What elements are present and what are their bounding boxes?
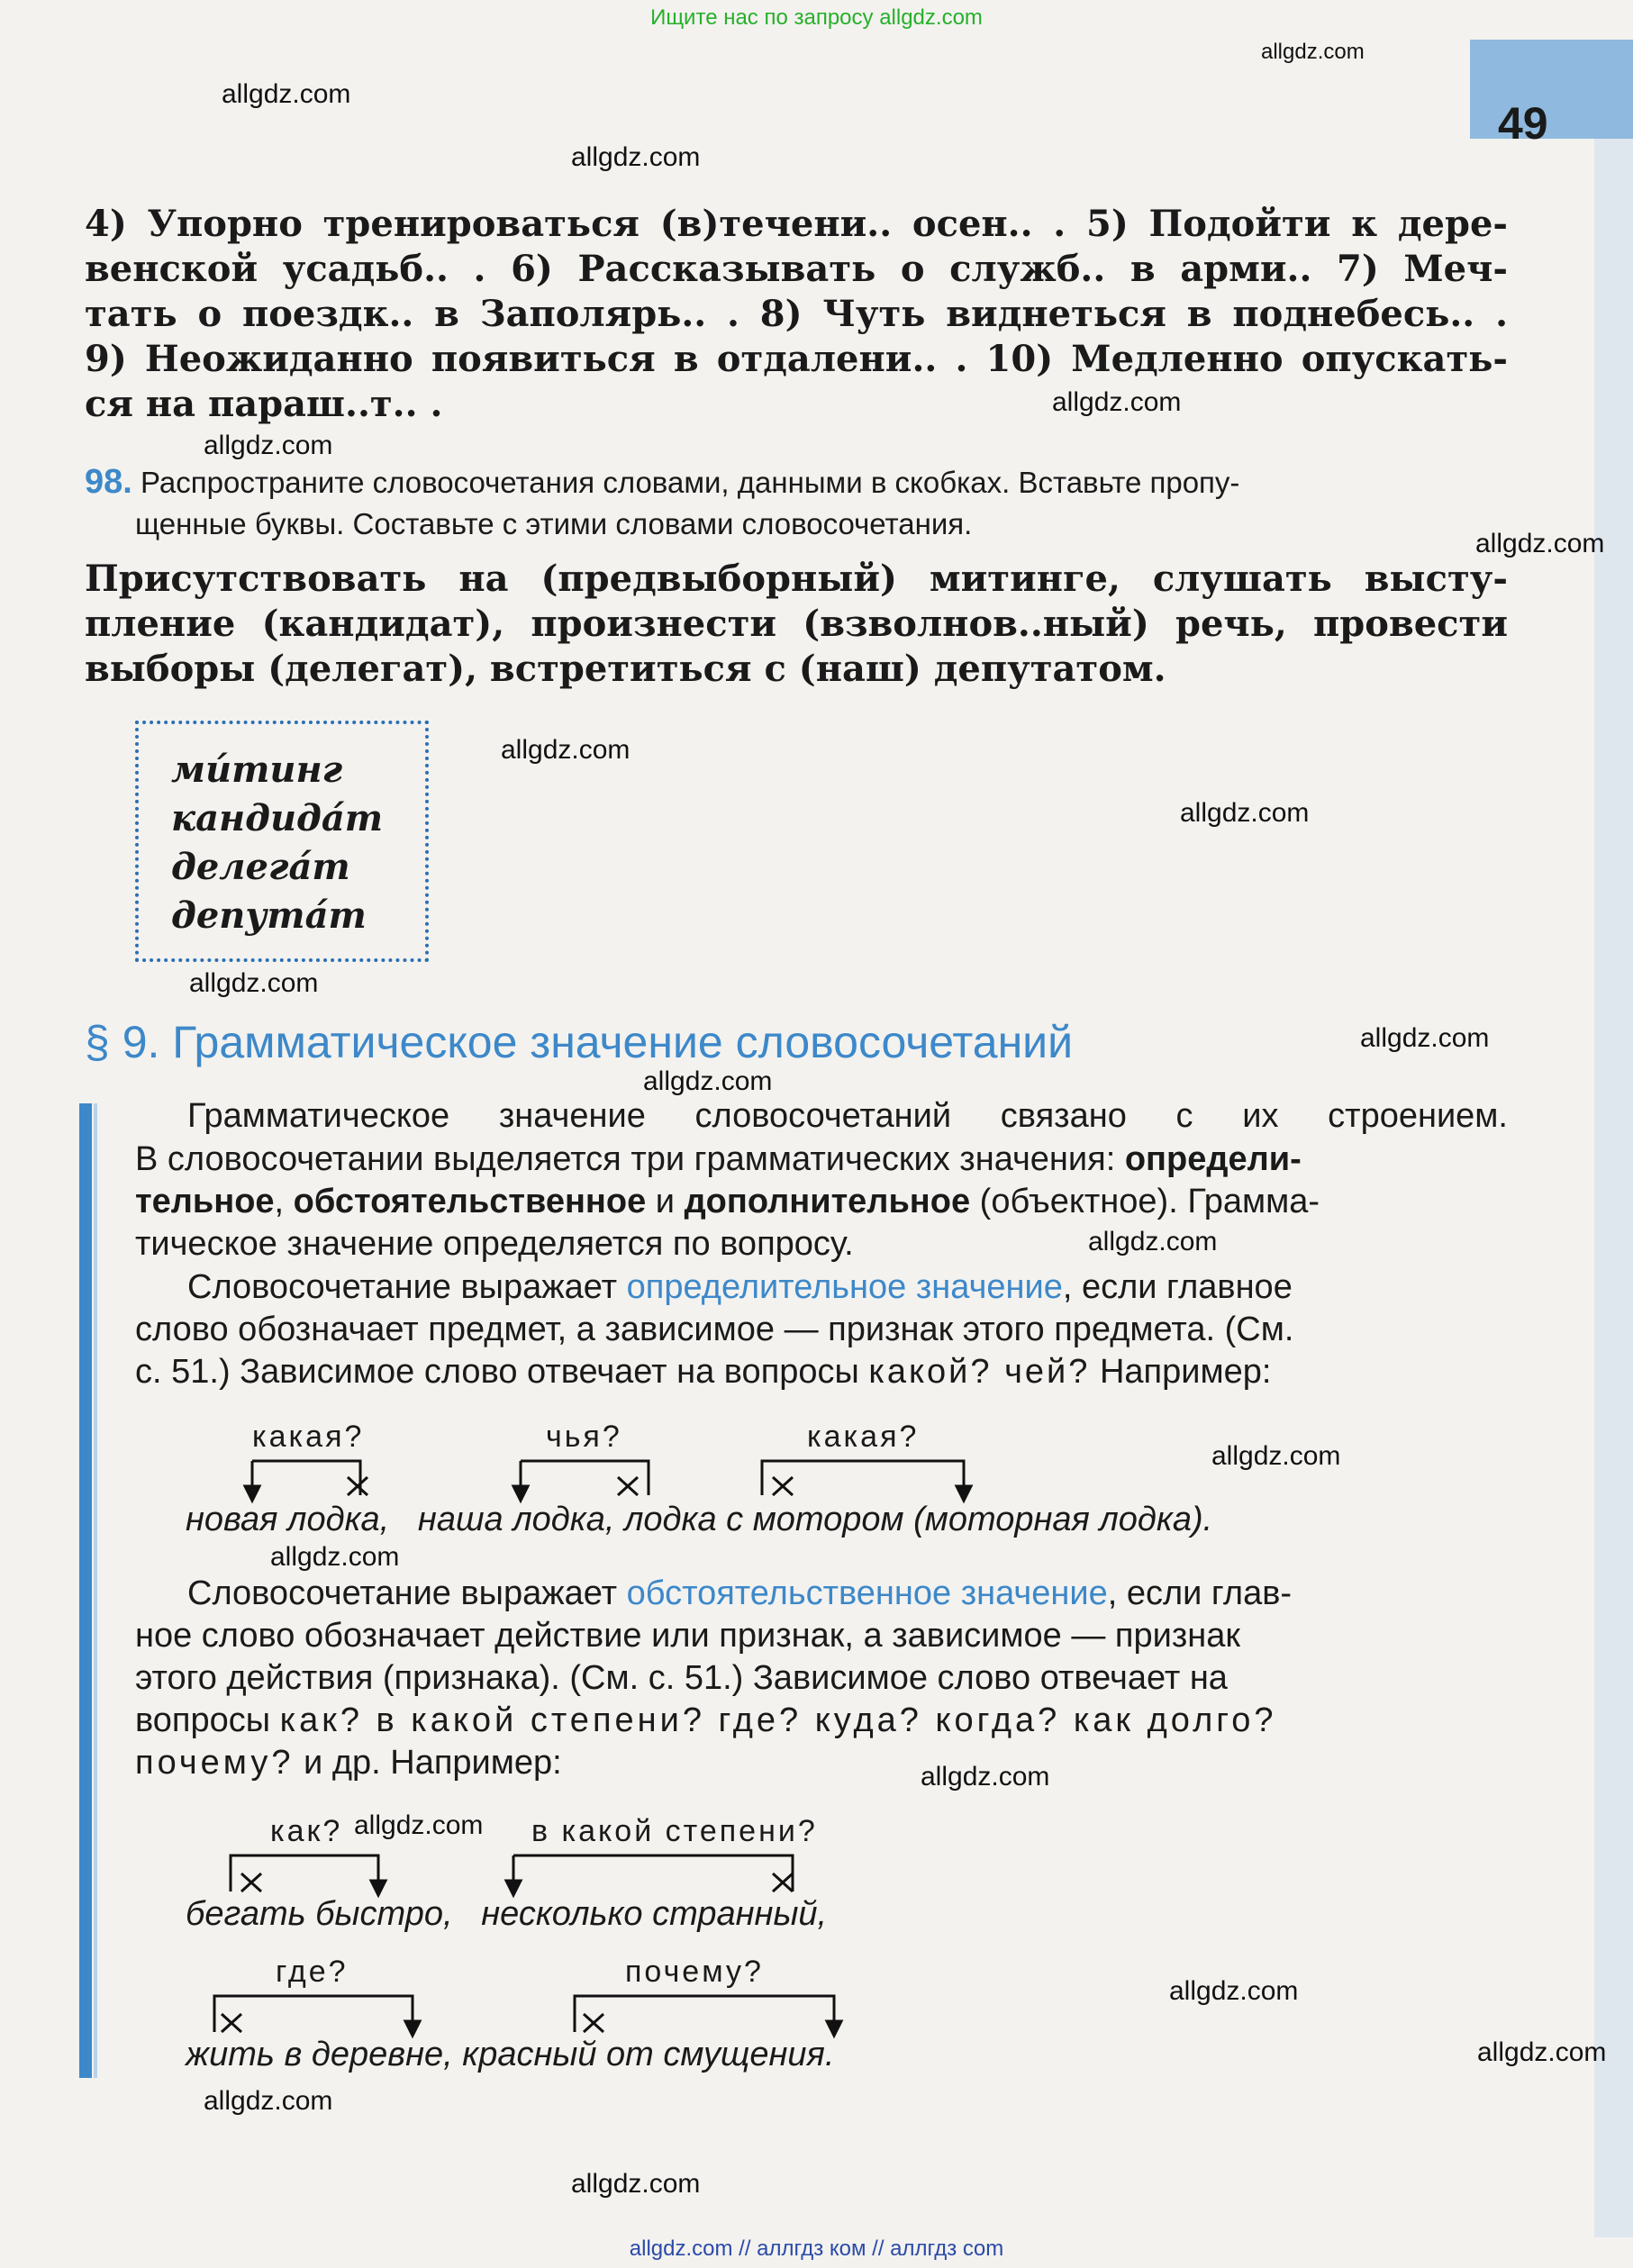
watermark: allgdz.com — [354, 1810, 484, 1840]
dictionary-word: кандида́т — [171, 797, 384, 839]
theory-line: почему? и др. Например: — [135, 1744, 562, 1782]
question-label: где? — [276, 1955, 349, 1989]
page-number: 49 — [1498, 98, 1548, 149]
scheme-our-boat — [513, 1461, 649, 1501]
exercise-number: 98. — [85, 463, 132, 501]
question-label: чья? — [546, 1420, 622, 1454]
exercise-line: 4) Упорно тренироваться (в)течени.. осен.. . 5) Подойти к дере- — [85, 203, 1508, 245]
theory-line: слово обозначает предмет, а зависимое — признак этого предмета. (См. — [135, 1311, 1294, 1348]
dictionary-word: ми́тинг — [171, 748, 343, 791]
scheme-motor-boat — [762, 1461, 971, 1501]
watermark: allgdz.com — [222, 79, 351, 109]
scheme-live-village — [214, 1996, 420, 2036]
watermark: allgdz.com — [1475, 529, 1605, 558]
dictionary-word: делега́т — [171, 846, 350, 888]
theory-line: В словосочетании выделяется три грамматических значения: определи- — [135, 1140, 1302, 1178]
term-attributive: определительное значение — [626, 1268, 1063, 1306]
theory-line: с. 51.) Зависимое слово отвечает на вопросы какой? чей? Например: — [135, 1353, 1272, 1391]
watermark: allgdz.com — [1052, 387, 1182, 417]
scheme-somewhat-strange — [506, 1855, 793, 1895]
watermark: allgdz.com — [643, 1066, 773, 1096]
top-banner[interactable]: Ищите нас по запросу allgdz.com — [650, 5, 983, 30]
theory-line: Словосочетание выражает обстоятельственное значение, если глав- — [187, 1574, 1293, 1612]
watermark: allgdz.com — [1211, 1441, 1341, 1471]
watermark: allgdz.com — [189, 968, 319, 998]
scheme-new-boat — [245, 1461, 367, 1501]
watermark: allgdz.com — [1088, 1227, 1218, 1256]
exercise-line: ся на параш..т.. . — [85, 383, 443, 425]
watermark: allgdz.com — [1180, 798, 1310, 828]
example-phrases: новая лодка, наша лодка, лодка с мотором (моторная лодка). — [186, 1501, 1213, 1538]
watermark: allgdz.com — [921, 1762, 1050, 1792]
watermark: allgdz.com — [501, 735, 631, 765]
watermark: allgdz.com — [204, 431, 333, 460]
instruction-text: щенные буквы. Составьте с этими словами словосочетания. — [135, 507, 973, 540]
question-label: какая? — [252, 1420, 365, 1454]
watermark: allgdz.com — [1360, 1023, 1490, 1053]
theory-line: ное слово обозначает действие или признак, а зависимое — признак — [135, 1617, 1241, 1655]
exercise-line: венской усадьб.. . 6) Рассказывать о служб.. в арми.. 7) Меч- — [85, 248, 1508, 290]
exercise-line: 9) Неожиданно появиться в отдалени.. . 10) Медленно опускать- — [85, 338, 1508, 380]
instruction-text: Распространите словосочетания словами, данными в скобках. Вставьте пропу- — [141, 466, 1240, 499]
question-label: как? — [270, 1814, 343, 1848]
scheme-run-fast — [231, 1855, 386, 1895]
question-label: почему? — [625, 1955, 764, 1989]
dictionary-word: депута́т — [171, 894, 367, 937]
watermark: allgdz.com — [1477, 2037, 1607, 2067]
theory-line: тельное, обстоятельственное и дополнительное (объектное). Грамма- — [135, 1183, 1320, 1220]
example-phrases: бегать быстро, несколько странный, — [186, 1895, 828, 1933]
watermark: allgdz.com — [204, 2086, 333, 2116]
exercise-line: пление (кандидат), произнести (взволнов..ный) речь, провести — [85, 603, 1508, 645]
section-title: § 9. Грамматическое значение словосочетаний — [85, 1017, 1074, 1067]
exercise-line: выборы (делегат), встретиться с (наш) депутатом. — [85, 648, 1166, 690]
exercise-line: тать о поездк.. в Заполярь.. . 8) Чуть виднеться в поднебесь.. . — [85, 293, 1508, 335]
theory-line: этого действия (признака). (См. с. 51.) Зависимое слово отвечает на — [135, 1659, 1228, 1697]
question-label: в какой степени? — [531, 1814, 818, 1848]
watermark: allgdz.com — [1169, 1976, 1299, 2006]
question-label: какая? — [807, 1420, 920, 1454]
watermark: allgdz.com — [270, 1542, 400, 1572]
scheme-red-embarrassed — [575, 1996, 841, 2036]
example-phrases: жить в деревне, красный от смущения. — [186, 2036, 835, 2073]
theory-line: тическое значение определяется по вопросу. — [135, 1225, 854, 1263]
watermark: allgdz.com — [571, 142, 701, 172]
term-adverbial: обстоятельственное значение — [626, 1574, 1108, 1612]
bottom-banner[interactable]: allgdz.com // аллгдз ком // аллгдз com — [629, 2236, 1004, 2261]
theory-line: вопросы как? в какой степени? где? куда? когда? как долго? — [135, 1701, 1277, 1739]
watermark: allgdz.com — [1261, 40, 1365, 64]
theory-line: Грамматическое значение словосочетаний связано с их строением. — [187, 1097, 1508, 1135]
watermark: allgdz.com — [571, 2169, 701, 2199]
exercise-line: Присутствовать на (предвыборный) митинге, слушать высту- — [85, 558, 1508, 600]
theory-line: Словосочетание выражает определительное значение, если главное — [187, 1268, 1293, 1306]
